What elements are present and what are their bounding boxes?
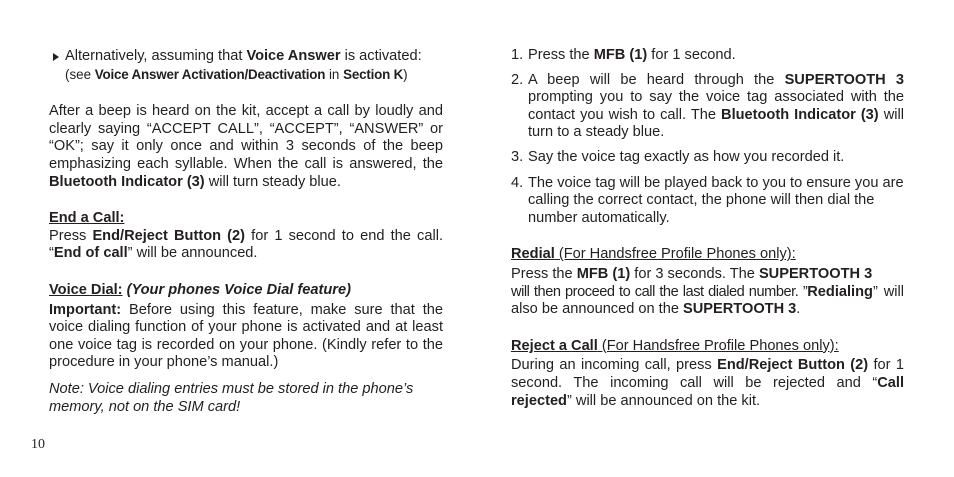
step-2: 2. A beep will be heard through the SUPERTOOTH 3 prompting you to say the voice tag associated with the contact you wish to call. The Bluetooth Indicator (3) will turn to a steady blue. <box>511 71 904 141</box>
redial-paragraph: Press the MFB (1) for 3 seconds. The SUPERTOOTH 3 will then proceed to call the last dialed number. ”Redialing” will also be announced on the SUPERTOOTH 3. <box>511 265 904 318</box>
right-column <box>511 46 904 410</box>
voice-dial-heading: Voice Dial: (Your phones Voice Dial feature) <box>49 281 351 298</box>
left-column <box>49 46 443 416</box>
reject-paragraph: During an incoming call, press End/Reject Button (2) for 1 second. The incoming call will be rejected and “Call rejected” will be announced on the kit. <box>511 357 904 409</box>
note-paragraph: Note: Voice dialing entries must be stored in the phone’s memory, not on the SIM card! <box>49 380 414 415</box>
important-paragraph: Important: Before using this feature, make sure that the voice dialing function of your phone is activated and at least one voice tag is recorded on your phone. (Kindly refer to the procedure in your phone’s manual.) <box>49 301 443 371</box>
page-number: 10 <box>31 437 45 452</box>
step-4: 4. The voice tag will be played back to you to ensure you are calling the correct contact, the phone will then dial the number automatically. <box>511 174 904 226</box>
step-1: 1. Press the MFB (1) for 1 second. <box>511 47 736 63</box>
end-call-paragraph: Press End/Reject Button (2) for 1 second to end the call. “End of call” will be announced. <box>49 227 443 262</box>
accept-call-paragraph: After a beep is heard on the kit, accept a call by loudly and clearly saying “ACCEPT CALL”, “ACCEPT”, “ANSWER” or “OK”; say it only once and within 3 seconds of the beep emphasizing each syllable. When the call is answered, the Bluetooth Indicator (3) will turn steady blue. <box>49 103 443 190</box>
end-call-heading: End a Call: <box>49 210 125 227</box>
bullet-triangle-icon <box>53 53 59 61</box>
redial-heading: Redial (For Handsfree Profile Phones only): <box>511 246 796 263</box>
reject-heading: Reject a Call (For Handsfree Profile Phones only): <box>511 337 839 354</box>
voice-answer-bullet: Alternatively, assuming that Voice Answer is activated: (see Voice Answer Activation/Deactivation in Section K) <box>49 48 443 84</box>
step-3: 3. Say the voice tag exactly as how you recorded it. <box>511 148 845 165</box>
